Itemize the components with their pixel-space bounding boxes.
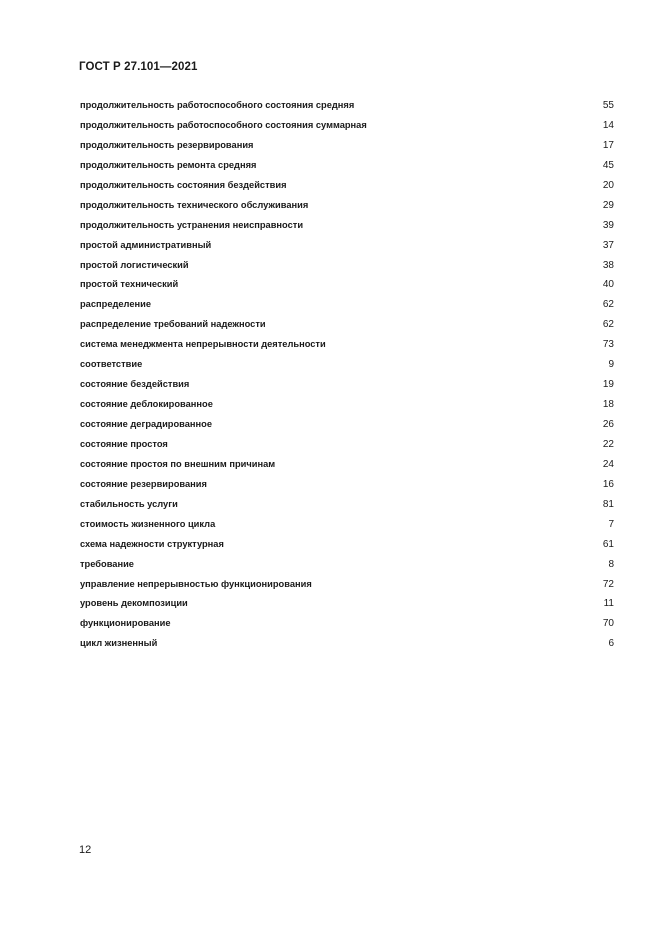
index-page-number: 62 xyxy=(602,319,614,331)
index-page-number: 37 xyxy=(602,239,614,251)
index-entry xyxy=(80,535,614,555)
index-page-number: 16 xyxy=(602,478,614,490)
index-entry xyxy=(80,495,614,515)
index-term: продолжительность резервирования xyxy=(80,139,254,150)
index-page-number: 22 xyxy=(602,438,614,450)
index-entry xyxy=(80,196,614,216)
index-page-number: 14 xyxy=(602,119,614,131)
index-page-number: 11 xyxy=(603,598,614,610)
index-term: продолжительность устранения неисправности xyxy=(80,219,304,230)
index-term: простой административный xyxy=(80,239,212,250)
index-term: состояние бездействия xyxy=(80,379,190,390)
index-entry xyxy=(80,275,614,295)
index-page-number: 40 xyxy=(602,279,614,291)
index-page-number: 9 xyxy=(608,359,614,371)
index-term: состояние деградированное xyxy=(80,419,213,429)
index-page-number: 18 xyxy=(602,399,614,411)
index-page-number: 39 xyxy=(602,219,614,231)
index-page-number: 62 xyxy=(602,299,614,311)
index-entry xyxy=(80,335,614,355)
index-entry xyxy=(80,515,614,535)
page-number: 12 xyxy=(79,844,92,856)
index-entry xyxy=(80,256,614,276)
index-page-number: 38 xyxy=(602,259,614,271)
index-term: соответствие xyxy=(80,359,143,370)
index-term: требование xyxy=(80,558,134,569)
index-entry xyxy=(80,475,614,495)
index-term: продолжительность технического обслуживания xyxy=(80,199,309,210)
index-entry xyxy=(80,415,614,435)
index-page-number: 26 xyxy=(602,419,614,430)
index-page-number: 8 xyxy=(608,558,614,570)
index-page-number: 81 xyxy=(602,498,614,510)
index-term: уровень декомпозиции xyxy=(80,598,188,609)
index-entry xyxy=(80,156,614,176)
index-term: функционирование xyxy=(80,618,171,629)
index-term: распределение требований надежности xyxy=(80,319,266,330)
index-term: состояние простоя xyxy=(80,438,168,449)
index-entry xyxy=(80,594,614,614)
index-entry xyxy=(80,435,614,455)
index-entry xyxy=(80,395,614,415)
index-term: продолжительность состояния бездействия xyxy=(80,179,287,190)
index-entry xyxy=(80,455,614,475)
index-entry xyxy=(80,96,614,116)
index-entry xyxy=(80,295,614,315)
index-term: простой логистический xyxy=(80,259,189,270)
index-page-number: 61 xyxy=(602,538,614,550)
index-page-number: 55 xyxy=(602,100,614,111)
index-term: стабильность услуги xyxy=(80,498,178,509)
index-term: управление непрерывностью функционирования xyxy=(80,578,312,589)
index-page-number: 29 xyxy=(602,199,614,211)
index-entry xyxy=(80,634,614,654)
term-index-list xyxy=(80,96,614,654)
index-entry xyxy=(80,555,614,575)
index-entry xyxy=(80,136,614,156)
index-term: состояние простоя по внешним причинам xyxy=(80,458,276,469)
index-entry xyxy=(80,176,614,196)
index-entry xyxy=(80,216,614,236)
index-entry xyxy=(80,614,614,634)
index-term: состояние деблокированное xyxy=(80,399,213,410)
index-term: продолжительность работоспособного состояния суммарная xyxy=(80,119,367,130)
index-page-number: 20 xyxy=(602,179,614,191)
index-page-number: 17 xyxy=(602,139,614,151)
index-term: распределение xyxy=(80,299,152,310)
index-term: состояние резервирования xyxy=(80,478,207,489)
document-header: ГОСТ Р 27.101—2021 xyxy=(79,61,198,73)
index-term: простой технический xyxy=(80,279,179,290)
index-entry xyxy=(80,236,614,256)
index-page-number: 70 xyxy=(602,618,614,630)
index-page-number: 7 xyxy=(608,518,614,530)
index-page-number: 19 xyxy=(602,379,614,391)
index-term: продолжительность ремонта средняя xyxy=(80,159,257,170)
index-term: продолжительность работоспособного состояния средняя xyxy=(80,100,355,110)
index-entry xyxy=(80,375,614,395)
index-page-number: 73 xyxy=(602,339,614,351)
index-entry xyxy=(80,575,614,595)
index-term: цикл жизненный xyxy=(80,638,158,649)
index-page-number: 72 xyxy=(602,578,614,590)
index-entry xyxy=(80,315,614,335)
index-page-number: 45 xyxy=(602,159,614,171)
index-page-number: 6 xyxy=(608,638,614,650)
index-term: стоимость жизненного цикла xyxy=(80,518,216,529)
index-page-number: 24 xyxy=(602,458,614,470)
index-entry xyxy=(80,116,614,136)
index-term: система менеджмента непрерывности деятельности xyxy=(80,339,326,350)
index-term: схема надежности структурная xyxy=(80,538,224,549)
index-entry xyxy=(80,355,614,375)
